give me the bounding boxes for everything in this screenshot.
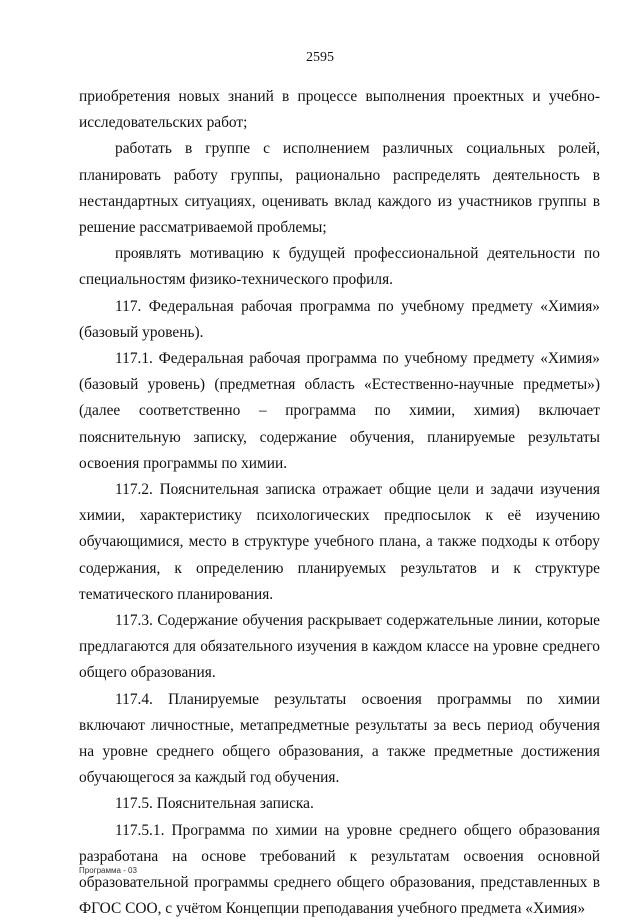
footer-label: Программа - 03 <box>79 866 137 875</box>
subsection-heading: 117.5. Пояснительная записка. <box>115 795 314 813</box>
page-number: 2595 <box>306 50 334 65</box>
section-heading: 117. Федеральная рабочая программа по учебному предмету «Химия» (базовый уровень). <box>79 297 600 341</box>
paragraph: работать в группе с исполнением различных социальных ролей, планировать работу группы, рационально распределять деятельность в нестандартных ситуациях, оценивать вклад каждого из участников группы в решение рассматриваемой проблемы; <box>79 140 600 237</box>
paragraph: 117.2. Пояснительная записка отражает общие цели и задачи изучения химии, характеристику психологических предпосылок к её изучению обучающимися, место в структуре учебного плана, а также подходы к отбору содержания, к определению планируемых результатов и к структуре тематического планирования. <box>79 481 600 603</box>
document-body <box>79 84 600 923</box>
paragraph: проявлять мотивацию к будущей профессиональной деятельности по специальностям физико-технического профиля. <box>79 245 600 289</box>
paragraph: приобретения новых знаний в процессе выполнения проектных и учебно-исследовательских работ; <box>79 88 600 132</box>
paragraph: 117.3. Содержание обучения раскрывает содержательные линии, которые предлагаются для обязательного изучения в каждом классе на уровне среднего общего образования. <box>79 612 600 682</box>
paragraph: 117.1. Федеральная рабочая программа по учебному предмету «Химия» (базовый уровень) (предметная область «Естественно-научные предметы») (далее соответственно – программа по химии, химия) включает пояснительную записку, содержание обучения, планируемые результаты освоения программы по химии. <box>79 350 600 472</box>
paragraph: 117.5.1. Программа по химии на уровне среднего общего образования разработана на основе требований к результатам освоения основной образовательной программы среднего общего образования, представленных в ФГОС СОО, с учётом Концепции преподавания учебного предмета «Химия» <box>79 821 600 918</box>
paragraph: 117.4. Планируемые результаты освоения программы по химии включают личностные, метапредметные результаты за весь период обучения на уровне среднего общего образования, а также предметные достижения обучающегося за каждый год обучения. <box>79 690 600 787</box>
